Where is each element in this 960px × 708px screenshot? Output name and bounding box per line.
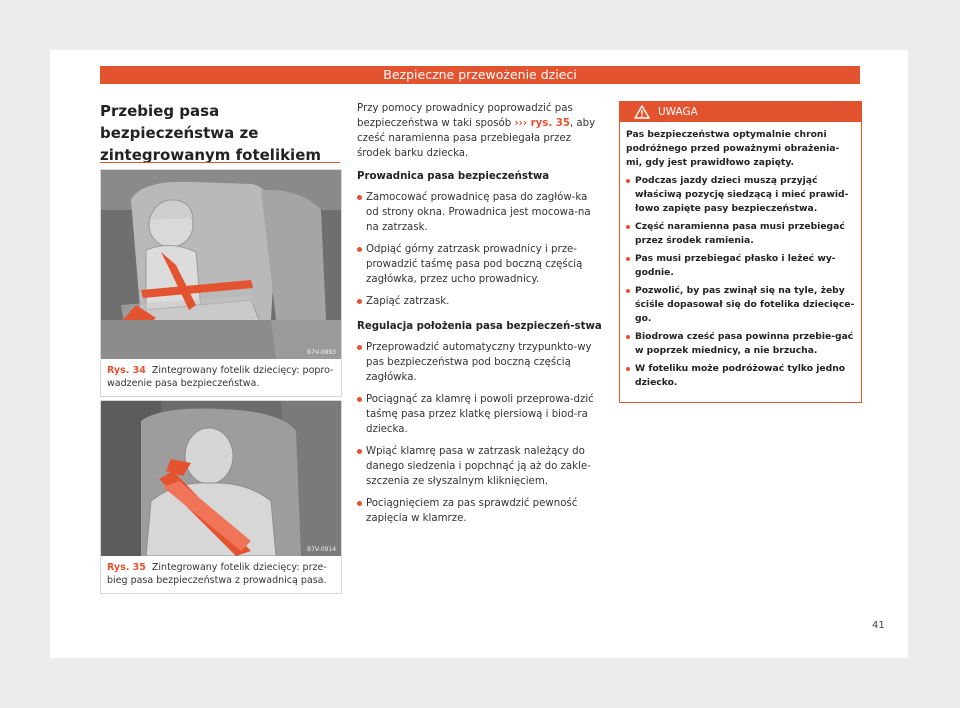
intro-text-end: , aby cześć naramienna pasa przebiegała przez środek barku dziecka. [357,118,596,159]
child-seat-belt-illustration [101,170,341,359]
figure-34 [100,169,342,397]
figure-code: B7V-0914 [307,546,337,553]
intro-text: Przy pomocy prowadnicy poprowadzić pas bezpieczeństwa w taki sposób [357,103,573,129]
warning-intro: Pas bezpieczeństwa optymalnie chroni podróżnego przed poważnymi obrażenia-mi, gdy jest prawidłowo zapięty. [626,129,840,168]
figure-number: Rys. 35 [107,562,146,573]
figure-reference-link[interactable]: ››› rys. 35 [514,118,570,129]
list-item: Pociągnięciem za pas sprawdzić pewność zapięcia w klamrze. [357,496,603,526]
figure-caption-text: Zintegrowany fotelik dziecięcy: prze-bieg pasa bezpieczeństwa z prowadnicą pasa. [107,562,327,586]
warning-item: Podczas jazdy dzieci muszą przyjąć właściwą pozycję siedzącą i mieć prawid-łowo zapięte pasy bezpieczeństwa. [626,174,855,216]
heading-belt-guide: Prowadnica pasa bezpieczeństwa [357,171,550,182]
warning-box [619,101,862,403]
list-item: Zamocować prowadnicę pasa do zagłów-ka od strony okna. Prowadnica jest mocowa-na na zatrzask. [357,190,603,235]
warning-header [620,102,861,122]
warning-item: W foteliku może podróżować tylko jedno dziecko. [626,362,855,390]
list-item: Odpiąć górny zatrzask prowadnicy i prze-prowadzić taśmę pasa pod boczną częścią zagłówka, przez ucho prowadnicy. [357,242,603,287]
warning-item: Biodrowa cześć pasa powinna przebie-gać w poprzek miednicy, a nie brzucha. [626,330,855,358]
list-item: Wpiąć klamrę pasa w zatrzask należący do danego siedzenia i popchnąć ją aż do zakle-szczenia ze słyszalnym kliknięciem. [357,444,603,489]
warning-item: Pozwolić, by pas zwinął się na tyle, żeby ściśle dopasował się do fotelika dziecięce-go. [626,284,855,326]
warning-triangle-icon [634,105,650,119]
belt-guide-illustration [101,401,341,556]
figure-35 [100,400,342,594]
list-item: Pociągnąć za klamrę i powoli przeprowa-dzić taśmę pasa przez klatkę piersiową i biod-ra dziecka. [357,392,603,437]
warning-body [620,122,861,402]
page-number: 41 [872,620,885,631]
warning-title: UWAGA [658,106,698,118]
warning-item: Część naramienna pasa musi przebiegać przez środek ramienia. [626,220,855,248]
figure-code: B7V-0893 [307,349,337,356]
figure-number: Rys. 34 [107,365,146,376]
list-item: Przeprowadzić automatyczny trzypunkto-wy pas bezpieczeństwa pod boczną częścią zagłówka. [357,340,603,385]
list-item: Zapiąć zatrzask. [357,294,603,309]
intro-paragraph [357,101,603,161]
page-header: Bezpieczne przewożenie dzieci [100,66,860,84]
figure-caption [101,359,341,396]
warning-item: Pas musi przebiegać płasko i leżeć wy-godnie. [626,252,855,280]
section-title: Przebieg pasa bezpieczeństwa ze zintegrowanym fotelikiem [100,102,322,164]
heading-belt-adjustment: Regulacja położenia pasa bezpieczeń-stwa [357,321,602,332]
figure-caption-text: Zintegrowany fotelik dziecięcy: popro-wadzenie pasa bezpieczeństwa. [107,365,334,389]
body-column [357,101,603,533]
title-divider [100,162,340,163]
figure-caption [101,556,341,593]
